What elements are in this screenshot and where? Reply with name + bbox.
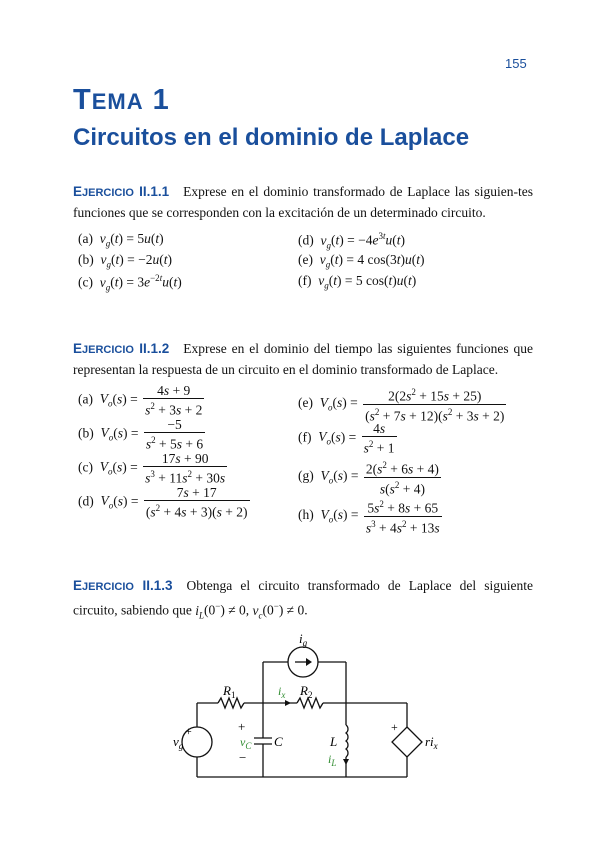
vc-minus: − (239, 750, 247, 765)
label-ix: $i_x$ (278, 684, 286, 700)
ex1-item-c: (c) $v_g(t) = 3e^{-2t}u(t)$ (78, 273, 182, 293)
current-source-ig (288, 647, 318, 677)
vg-plus: + (185, 724, 192, 738)
page-number: 155 (505, 56, 527, 71)
chapter-label: TEMA 1 (73, 84, 170, 116)
label-l: L (330, 734, 338, 749)
label-vg: $v_g$ (173, 734, 184, 751)
label-il: $i_L$ (328, 752, 337, 768)
exercise-2-statement: EJERCICIO II.1.2 Exprese en el dominio del tiempo las siguientes funciones que representan la respuesta de un circuito en el dominio transformado de Laplace. (73, 341, 533, 377)
label-ig: $i_g$ (299, 631, 308, 648)
ex2-item-d: (d) $V_o(s)$ = $\frac{7s + 17}{(s^2 + 4s + 3)(s + 2)}$ (78, 485, 248, 520)
ex2-item-g: (g) $V_o(s)$ = $\frac{2(s^2 + 6s + 4)}{s(s^2 + 4)}$ (298, 460, 439, 496)
label-rix: $ri_x$ (425, 734, 438, 751)
label-r1: $R_1$ (223, 683, 236, 700)
rix-plus: + (391, 720, 398, 734)
ex2-item-a: (a) $V_o(s)$ = $\frac{4s + 9}{s^2 + 3s + 2}$ (78, 383, 203, 418)
ex1-item-e: (e) $v_g(t) = 4$ cos(3t)u(t) (298, 252, 425, 270)
label-r2: $R_2$ (300, 683, 313, 700)
label-c: C (274, 734, 283, 749)
exercise-1-label: EJERCICIO II.1.1 (73, 184, 170, 199)
ex1-item-a: (a) $v_g(t) = 5u(t)$ (78, 231, 164, 249)
label-vc: $v_C$ (240, 735, 252, 751)
exercise-1-statement: EJERCICIO II.1.1 Exprese en el dominio transformado de Laplace las siguien-tes funciones que se corresponden con la excitación de un determinado circuito. (73, 184, 533, 220)
circuit-diagram (160, 625, 450, 785)
ix-arrow-icon (285, 700, 291, 706)
exercise-2-label: EJERCICIO II.1.2 (73, 341, 170, 356)
ex1-item-d: (d) $v_g(t) = -4e^{3t}u(t)$ (298, 231, 406, 251)
ex1-item-f: (f) $v_g(t) = 5$ cos(t)u(t) (298, 273, 417, 291)
il-arrow-icon (343, 759, 349, 765)
ex2-item-b: (b) $V_o(s)$ = $\frac{-5}{s^2 + 5s + 6}$ (78, 417, 204, 452)
chapter-title: Circuitos en el dominio de Laplace (73, 124, 470, 151)
ex2-item-c: (c) $V_o(s)$ = $\frac{17s + 90}{s^3 + 11s^2 + 30s}$ (78, 451, 226, 486)
ex2-item-h: (h) $V_o(s)$ = $\frac{5s^2 + 8s + 65}{s^3 + 4s^2 + 13s}$ (298, 499, 440, 535)
ex2-item-f: (f) $V_o(s)$ = $\frac{4s}{s^2 + 1}$ (298, 421, 395, 456)
exercise-3-label: EJERCICIO II.1.3 (73, 578, 173, 593)
ex2-item-e: (e) $V_o(s)$ = $\frac{2(2s^2 + 15s + 25)}{(s^2 + 7s + 12)(s^2 + 3s + 2)}$ (298, 387, 505, 423)
ex1-item-b: (b) $v_g(t) = -2u(t)$ (78, 252, 173, 270)
exercise-3-statement: EJERCICIO II.1.3 Obtenga el circuito transformado de Laplace del siguiente circuito, sabiendo que $i_L(0^-) \ne 0$, $v_c(0^-) \ne 0$. (73, 578, 533, 621)
vc-plus: + (238, 719, 246, 734)
